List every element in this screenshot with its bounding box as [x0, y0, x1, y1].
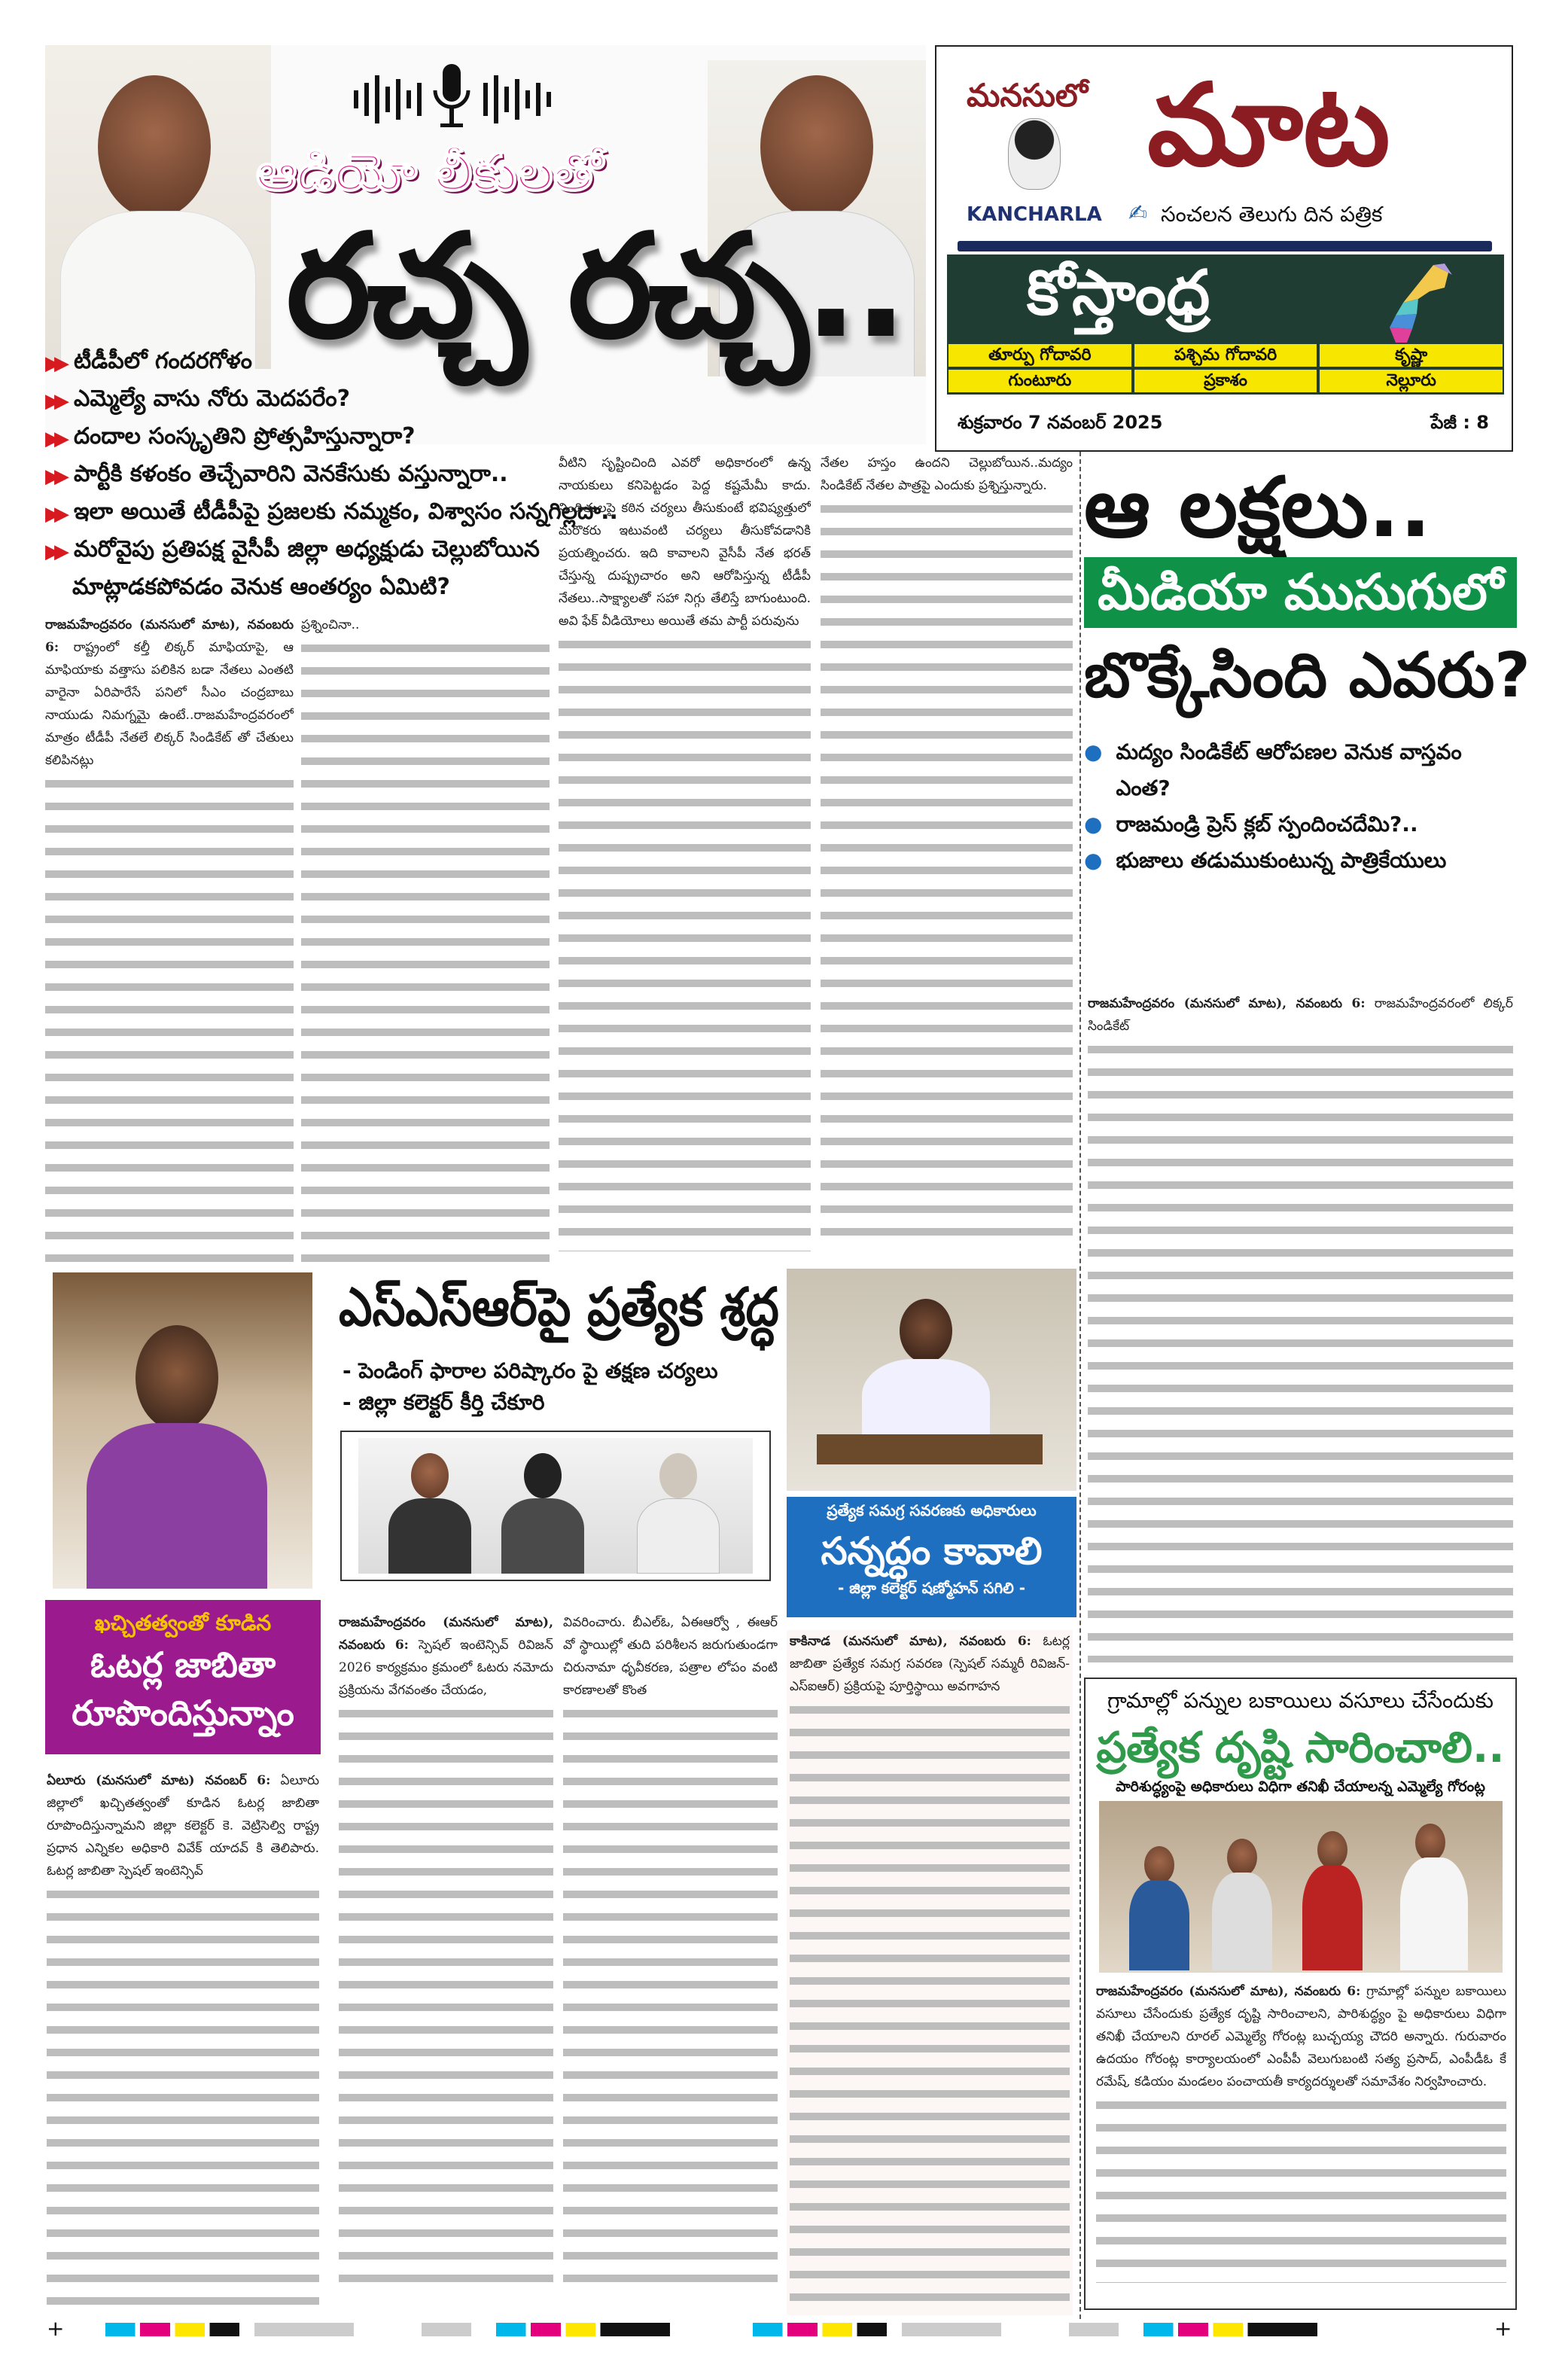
kakinada-byline: - జిల్లా కలెక్టర్ షణ్మోహన్ సగిలి - — [837, 1579, 1026, 1597]
lead-bullet: ▶▶ టీడీపీలో గందరగోళం — [45, 348, 252, 375]
ssr-subhead: - జిల్లా కలెక్టర్ కీర్తి చేకూరి — [343, 1390, 545, 1415]
media-headline-2-banner — [1084, 557, 1517, 628]
district-grid — [949, 344, 1503, 392]
district-label: తూర్పు గోదావరి — [949, 344, 1131, 367]
double-arrow-icon: ▶▶ — [45, 390, 63, 413]
lead-body-col-4 — [821, 452, 1073, 1269]
collector-photo — [53, 1272, 312, 1589]
issue-date: శుక్రవారం 7 నవంబర్ 2025 — [958, 412, 1163, 433]
mascot-portrait — [1008, 118, 1061, 190]
dateline: రాజమహేంద్రవరం (మనసులో మాట), నవంబరు 6: — [45, 617, 294, 655]
text-continuation — [45, 773, 294, 1269]
color-strip — [1069, 2323, 1317, 2336]
lead-bullet: ▶▶ ఎమ్మెల్యే వాసు నోరు మెదపరేం? — [45, 385, 351, 413]
dateline: ఏలూరు (మనసులో మాట) నవంబర్ 6: — [47, 1773, 271, 1788]
dateline: రాజమహేంద్రవరం (మనసులో మాట), నవంబరు 6: — [1096, 1984, 1361, 1999]
article-text: నేతల హస్తం ఉందని చెల్లుబోయిన..మద్యం సిండికేట్ నేతల పాత్రపై ఎందుకు ప్రశ్నిస్తున్నారు. — [821, 456, 1073, 493]
lead-headline: రచ్చ రచ్చ.. — [286, 203, 904, 370]
lead-bullet: ▶▶ మరోవైపు ప్రతిపక్ష వైసీపీ జిల్లా అధ్యక్షుడు చెల్లుబోయిన — [45, 536, 540, 563]
masthead — [935, 45, 1513, 452]
media-bullets — [1084, 734, 1517, 879]
text-continuation — [1088, 1039, 1513, 1662]
ssr-body-col-1 — [339, 1611, 553, 2315]
article-text: గ్రామాల్లో పన్నుల బకాయిలు వసూలు చేసేందుకు ప్రత్యేక దృష్టి సారించాలని, పారిశుద్ధ్యం పై అధికారులు విధిగా తనిఖీ చేయాలని రూరల్ ఎమ్మెల్యే గోరంట్ల బుచ్చయ్య చౌదరి అన్నారు. గురువారం ఉదయం గోరంట్ల కార్యాలయంలో ఎంపీపీ వెలుగుబంటి సత్య ప్రసాద్, ఎంపీడీఓ కే రమేష్, కడియం మండలం పంచాయతీ కార్యదర్శులతో సమావేశం నిర్వహించారు. — [1096, 1984, 1506, 2089]
ssr-photo-frame — [340, 1431, 771, 1581]
video-conference-photo — [358, 1438, 753, 1574]
logo-small-text: మనసులో — [967, 77, 1089, 114]
kakinada-banner — [787, 1497, 1076, 1617]
navy-rule — [958, 241, 1492, 251]
district-label: కృష్ణా — [1320, 344, 1503, 367]
media-body — [1088, 992, 1513, 1662]
media-headline-3: బొక్కేసింది ఎవరు? — [1084, 640, 1530, 712]
tagline: సంచలన తెలుగు దిన పత్రిక — [1161, 202, 1383, 227]
kakinada-body — [787, 1630, 1073, 2315]
kakinada-kicker: ప్రత్యేక సమగ్ర సవరణకు అధికారులు — [827, 1501, 1037, 1519]
coastal-map-icon — [1373, 261, 1456, 344]
article-text: వివరించారు. బీఎల్ఓ, ఏఈఆర్వో , ఈఆర్ వో స్థాయిల్లో తుది పరిశీలన జరుగుతుండగా చిరునామా ధృవీకరణ, పత్రాల లోపం వంటి కారణాలతో కొంత — [563, 1615, 778, 1698]
meeting-photo — [1099, 1801, 1503, 1973]
ssr-headline-container — [339, 1276, 779, 1352]
double-arrow-icon: ▶▶ — [45, 541, 63, 563]
double-arrow-icon: ▶▶ — [45, 352, 63, 375]
article-text: వీటిని సృష్టించింది ఎవరో అధికారంలో ఉన్న నాయకులు కనిపెట్టడం పెద్ద కష్టమేమీ కాదు. నిందితులపై కఠిన చర్యలు తీసుకుంటే భవిష్యత్తులో మరొకరు ఇటువంటి చర్యలు తీసుకోవడానికి ప్రయత్నించరు. ఇది కావాలని వైసీపీ నేత భరత్ చేస్తున్న దుష్ప్రచారం అని ఆరోపిస్తున్న టీడీపీ నేతలు..సాక్ష్యాలతో సహా నిగ్గు తేలిస్తే బాగుంటుంది. అవి ఫేక్ వీడియోలు అయితే తమ పార్టీ పరువును — [559, 456, 811, 629]
text-continuation — [559, 634, 811, 1251]
lead-bullet: ▶▶ దందాల సంస్కృతిని ప్రోత్సహిస్తున్నారా? — [45, 423, 416, 450]
dateline: కాకినాడ (మనసులో మాట), నవంబరు 6: — [790, 1634, 1031, 1649]
page-number: పేజీ : 8 — [1430, 412, 1489, 433]
bullet-dot-icon: ● — [1084, 812, 1103, 837]
lead-body-col-1 — [45, 614, 294, 1269]
media-headline-1: ఆ లక్షలు.. — [1084, 459, 1432, 556]
district-label: ప్రకాశం — [1134, 370, 1317, 392]
text-continuation — [339, 1703, 553, 2290]
article-text: ఏలూరు జిల్లాలో ఖచ్చితత్వంతో కూడిన ఓటర్ల జాబితా రూపొందిస్తున్నామని జిల్లా కలెక్టర్ కె. వెట్రిసెల్వి రాష్ట్ర ప్రధాన ఎన్నికల అధికారి వివేక్ యాదవ్ కి తెలిపారు. ఓటర్ల జాబితా స్పెషల్ ఇంటెన్సివ్ — [47, 1773, 319, 1879]
media-bullet: ● మద్యం సిండికేట్ ఆరోపణల వెనుక వాస్తవం ఎంత? — [1084, 734, 1517, 806]
text-continuation — [790, 1699, 1070, 2302]
dateline: రాజమహేంద్రవరం (మనసులో మాట), నవంబరు 6: — [1088, 996, 1366, 1011]
double-arrow-icon: ▶▶ — [45, 465, 63, 488]
article-text: ఓటర్ల జాబితా ప్రత్యేక సమగ్ర సవరణ (స్పెషల్ సమ్మరీ రివిజన్-ఎస్ఐఆర్) ప్రక్రియపై పూర్తిస్థాయి అవగాహన — [790, 1634, 1070, 1694]
ssr-subhead: - పెండింగ్ ఫారాల పరిష్కారం పై తక్షణ చర్యలు — [343, 1358, 718, 1383]
kakinada-headline: సన్నద్ధం కావాలి — [821, 1529, 1043, 1573]
column-divider — [1079, 452, 1081, 2319]
ssr-subheads — [343, 1355, 718, 1419]
tax-body — [1096, 1980, 1506, 2304]
voters-kicker: ఖచ్చితత్వంతో కూడిన — [94, 1611, 272, 1635]
district-label: పశ్చిమ గోదావరి — [1134, 344, 1317, 367]
dateline: రాజమహేంద్రవరం (మనసులో మాట), నవంబరు 6: — [339, 1615, 553, 1653]
lead-body-col-3 — [559, 452, 811, 1269]
color-strip — [753, 2323, 1001, 2336]
ssr-headline: ఎస్ఎస్ఆర్‌పై ప్రత్యేక శ్రద్ధ — [339, 1276, 779, 1338]
politician-photo-left — [45, 45, 271, 369]
article-text: రాష్ట్రంలో కల్తీ లిక్కర్ మాఫియాపై, ఆ మాఫియాకు వత్తాసు పలికిన బడా నేతలు ఎంతటి వారైనా ఏరిపారేసే పనిలో సీఎం చంద్రబాబు నాయుడు నిమగ్నమై ఉంటే..రాజమహేంద్రవరంలో మాత్రం టీడీపీ నేతలే లిక్కర్ సిండికేట్ తో చేతులు కలిపినట్లు — [45, 640, 294, 768]
crop-mark-icon: + — [1494, 2316, 1512, 2341]
ssr-body-col-2 — [563, 1611, 778, 2315]
tax-subhead: పారిశుద్ధ్యంపై అధికారులు విధిగా తనిఖీ చేయాలన్న ఎమ్మెల్యే గోరంట్ల — [1116, 1778, 1485, 1795]
color-strip — [105, 2323, 354, 2336]
lead-bullet: ▶▶ ఇలా అయితే టీడీపీపై ప్రజలకు నమ్మకం, విశ్వాసం సన్నగిల్లదా.. — [45, 498, 618, 526]
pen-icon: ✍ — [1128, 200, 1148, 227]
lead-bullet-continued: మాట్లాడకపోవడం వెనుక ఆంతర్యం ఏమిటి? — [72, 574, 450, 600]
text-continuation — [301, 638, 550, 1263]
double-arrow-icon: ▶▶ — [45, 428, 63, 450]
tax-story-box — [1084, 1678, 1517, 2310]
crop-mark-icon: + — [47, 2316, 65, 2341]
media-bullet: ● భుజాలు తడుముకుంటున్న పాత్రికేయులు — [1084, 843, 1517, 879]
voters-banner — [45, 1600, 321, 1754]
logo-big-text: మాట — [1147, 60, 1390, 191]
lead-banner — [45, 45, 926, 444]
article-text: రాజమహేంద్రవరంలో లిక్కర్ సిండికేట్ — [1088, 996, 1513, 1034]
tax-kicker: గ్రామాల్లో పన్నుల బకాయిలు వసూలు చేసేందుకు — [1107, 1688, 1494, 1713]
bullet-dot-icon: ● — [1084, 848, 1103, 873]
text-continuation — [1096, 2095, 1506, 2283]
text-continuation — [563, 1703, 778, 2290]
text-continuation — [47, 1884, 319, 2313]
article-text: ప్రశ్నించినా.. — [301, 617, 360, 632]
color-strip — [422, 2323, 670, 2336]
double-arrow-icon: ▶▶ — [45, 503, 63, 526]
article-text: స్పెషల్ ఇంటెన్సివ్ రివిజన్ 2026 కార్యక్రమం క్రమంలో ఓటరు నమోదు ప్రక్రియను వేగవంతం చేయడం, — [339, 1638, 553, 1698]
lead-bullet: ▶▶ పార్టీకి కళంకం తెచ్చేవారిని వెనకేసుకు వస్తున్నారా.. — [45, 461, 508, 488]
media-headline-2: మీడియా ముసుగులో — [1098, 563, 1503, 621]
lead-body-col-2 — [301, 614, 550, 1269]
voters-headline: ఓటర్ల జాబితా రూపొందిస్తున్నాం — [72, 1644, 294, 1733]
district-label: నెల్లూరు — [1320, 370, 1503, 392]
text-continuation — [821, 498, 1073, 1244]
edition-name: కోస్తాంధ్ర — [1027, 258, 1210, 329]
media-bullet: ● రాజమండ్రి ప్రెస్ క్లబ్ స్పందించదేమి?.. — [1084, 806, 1517, 843]
lead-kicker: ఆడియో లీకులతో — [256, 143, 603, 203]
kakinada-collector-photo — [787, 1269, 1076, 1491]
audio-waveform-mic-icon — [346, 60, 557, 136]
voters-body — [47, 1769, 319, 2315]
district-label: గుంటూరు — [949, 370, 1131, 392]
bullet-dot-icon: ● — [1084, 739, 1103, 764]
brand-name: KANCHARLA — [967, 203, 1102, 226]
tax-headline: ప్రత్యేక దృష్టి సారించాలి.. — [1096, 1723, 1505, 1772]
